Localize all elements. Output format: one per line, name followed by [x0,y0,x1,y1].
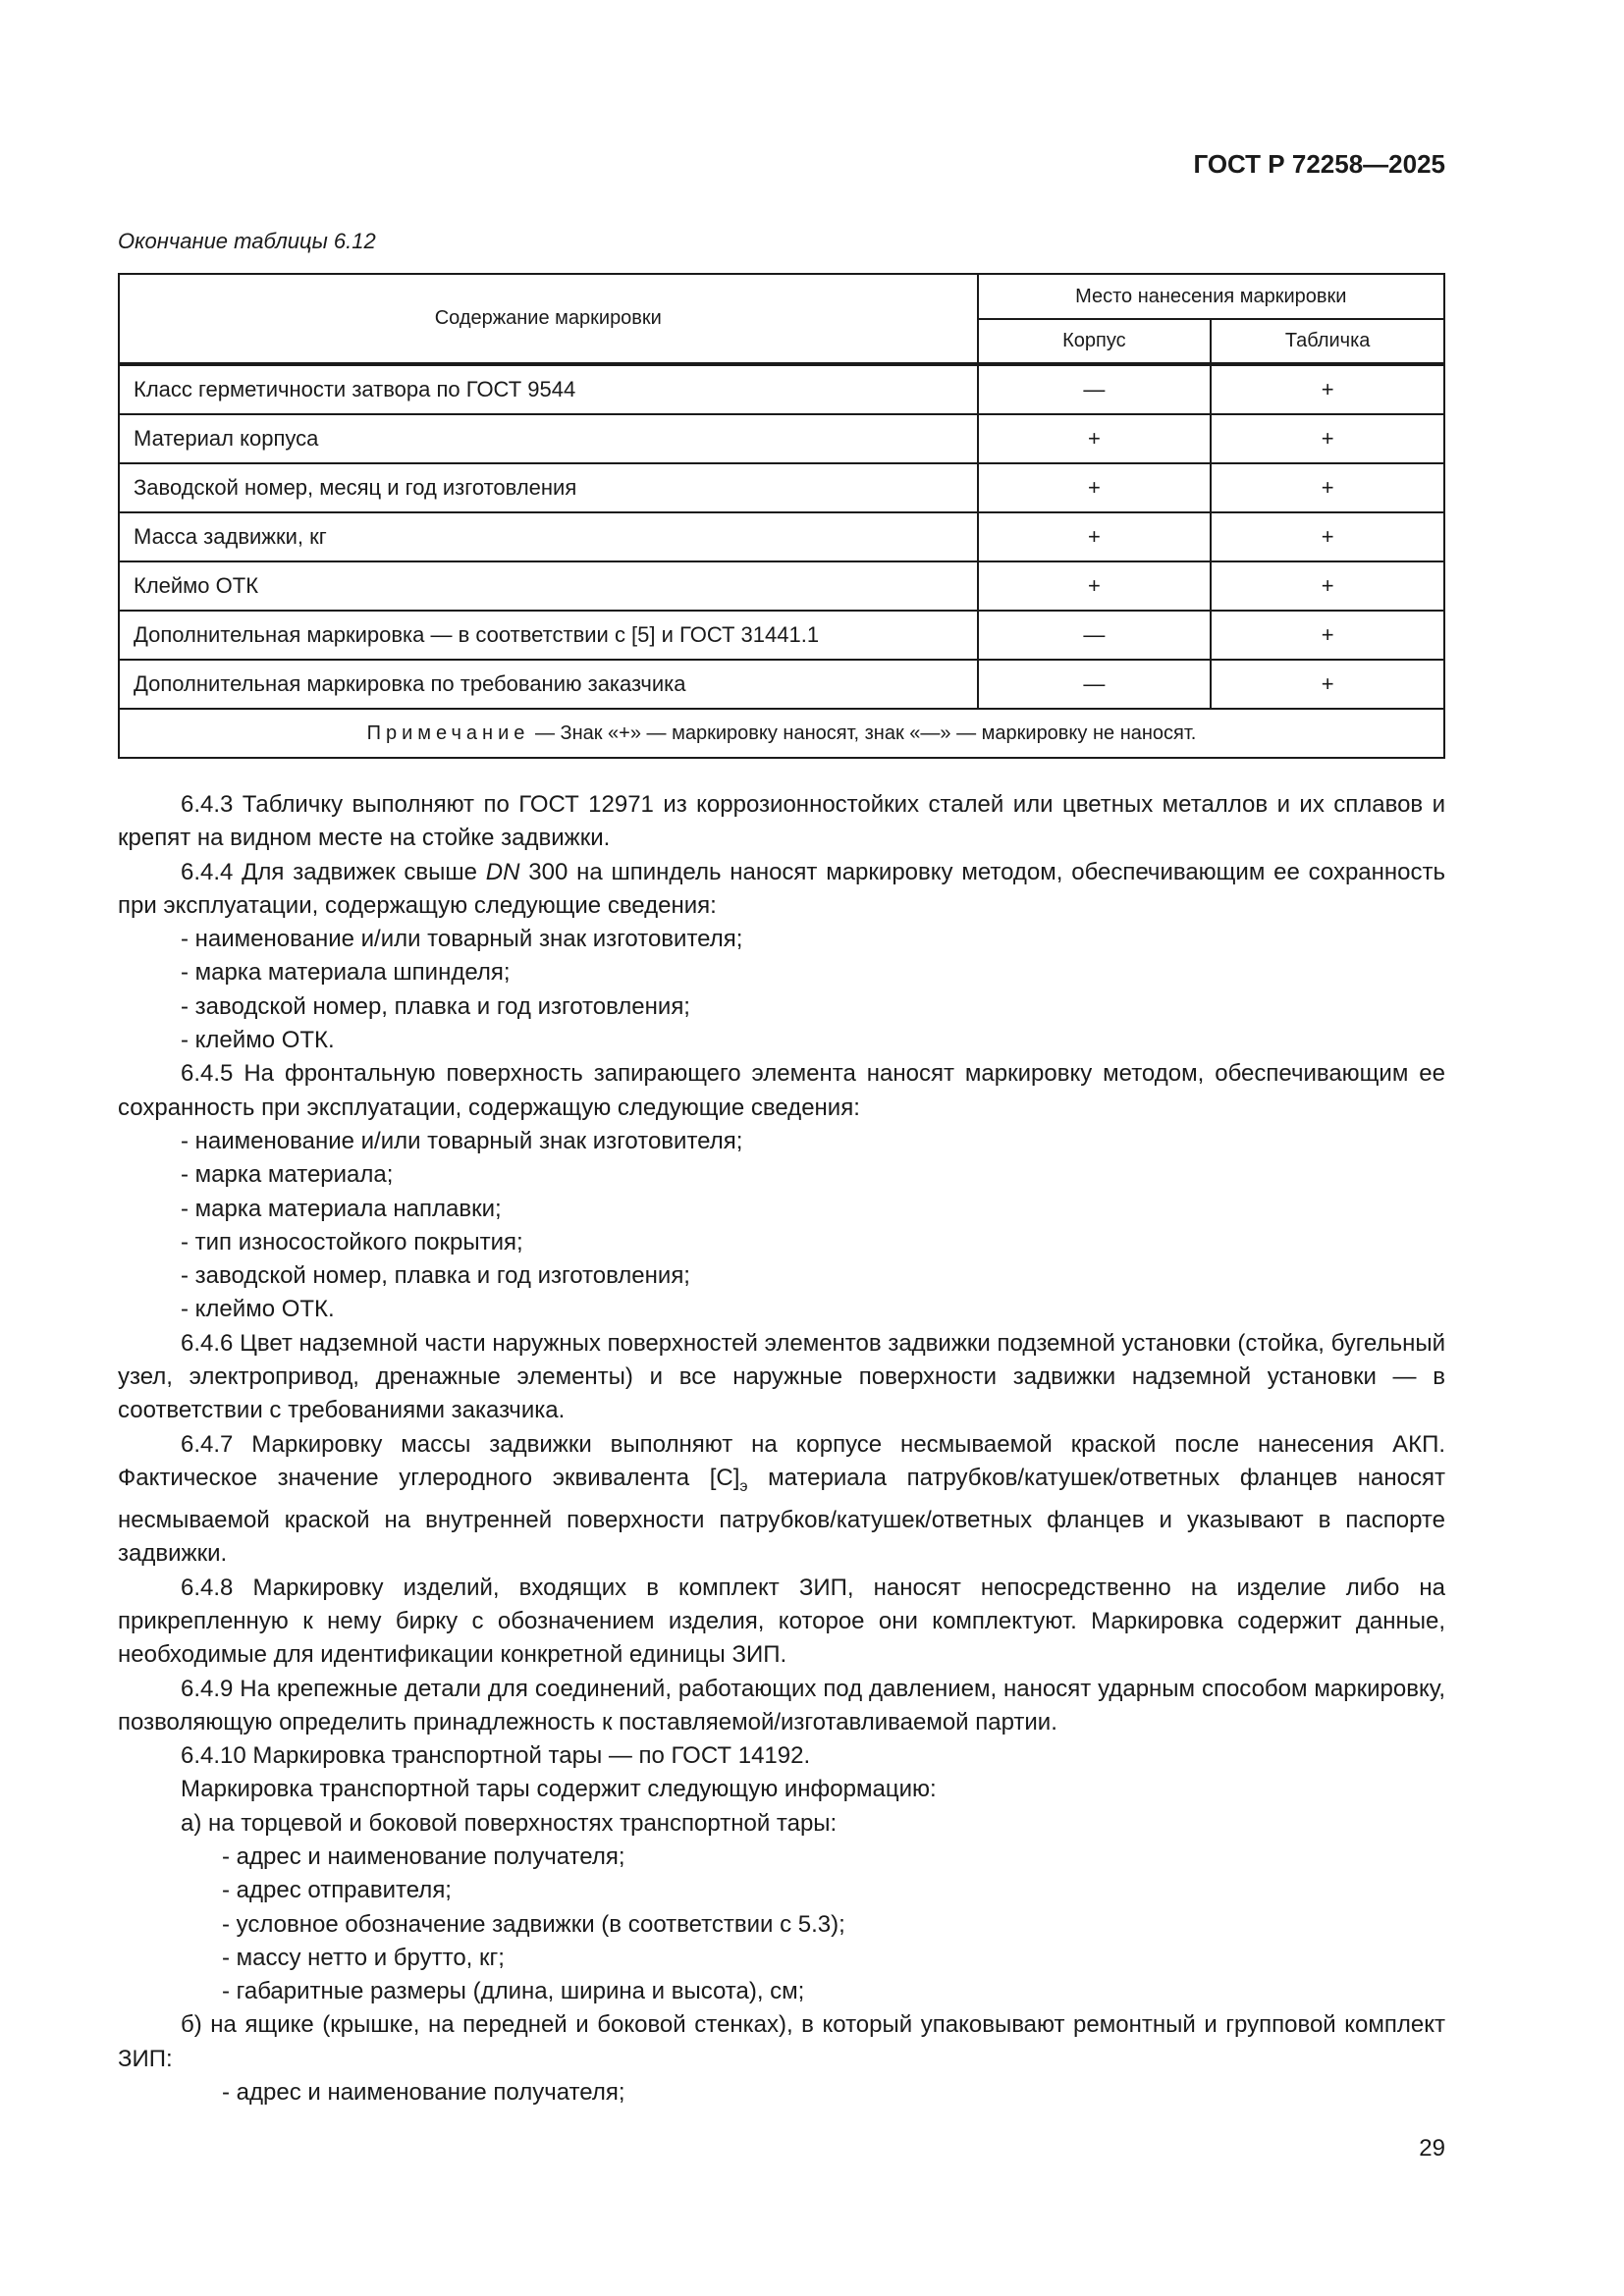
row-content: Клеймо ОТК [119,561,978,611]
list-item: - адрес и наименование получателя; [222,1843,625,1870]
paragraph-6-4-10-info: Маркировка транспортной тары содержит следующую информацию: [181,1776,937,1803]
paragraph-6-4-7 [118,1428,1445,1572]
list-item: - заводской номер, плавка и год изготовления; [181,1262,690,1290]
note-label: Примечание [366,721,530,744]
paragraph-6-4-3: 6.4.3 Табличку выполняют по ГОСТ 12971 из коррозионностойких сталей или цветных металлов и их сплавов и крепят на видном месте на стойке задвижки. [118,791,1445,852]
paragraph-6-4-5: 6.4.5 На фронтальную поверхность запирающего элемента наносят маркировку методом, обеспечивающим ее сохранность при эксплуатации, содержащую следующие сведения: [118,1060,1445,1121]
list-item: - адрес отправителя; [222,1877,452,1904]
row-plate: + [1211,463,1444,512]
list-item: - заводской номер, плавка и год изготовления; [181,992,690,1020]
list-item: - наименование и/или товарный знак изготовителя; [181,1127,743,1154]
paragraph-6-4-6: 6.4.6 Цвет надземной части наружных поверхностей элементов задвижки подземной установки (стойка, бугельный узел, электропривод, дренажные элементы) и все наружные поверхности задвижки надземной установки — в соответствии с требованиями заказчика. [118,1329,1445,1424]
row-body: + [978,512,1212,561]
list-item: - марка материала шпинделя; [181,959,511,987]
table-row [119,660,1444,709]
document-code: ГОСТ Р 72258—2025 [1193,149,1445,179]
list-item: - клеймо ОТК. [181,1027,335,1054]
table-row [119,414,1444,463]
list-item: - массу нетто и брутто, кг; [222,1944,505,1971]
row-body: + [978,463,1212,512]
row-body: — [978,611,1212,660]
p647-part-b: материала патрубков/катушек/ответных фланцев наносят несмываемой краской на внутренней поверхности патрубков/катушек/ответных фланцев и указывают в паспорте задвижки. [118,1464,1445,1568]
table-note [119,709,1444,758]
paragraph-6-4-8: 6.4.8 Маркировку изделий, входящих в комплект ЗИП, наносят непосредственно на изделие либо на прикрепленную к нему бирку с обозначением изделия, которое они комплектуют. Маркировка содержит данные, необходимые для идентификации конкретной единицы ЗИП. [118,1574,1445,1669]
header-place: Место нанесения маркировки [978,274,1444,319]
header-content: Содержание маркировки [119,274,978,364]
row-content: Дополнительная маркировка по требованию заказчика [119,660,978,709]
list-item: - тип износостойкого покрытия; [181,1228,523,1255]
p644-part-b: 300 на шпиндель наносят маркировку методом, обеспечивающим ее сохранность при эксплуатации, содержащую следующие сведения: [118,858,1445,919]
table-note-row [119,709,1444,758]
table-row [119,463,1444,512]
table-caption: Окончание таблицы 6.12 [118,229,376,253]
table-row [119,561,1444,611]
p647-part-a: 6.4.7 Маркировку массы задвижки выполняют на корпусе несмываемой краской после нанесения АКП. Фактическое значение углеродного эквивалента [C] [118,1430,1445,1491]
row-plate: + [1211,561,1444,611]
row-body: + [978,414,1212,463]
paragraph-6-4-10: 6.4.10 Маркировка транспортной тары — по ГОСТ 14192. [181,1742,811,1770]
list-item: - марка материала наплавки; [181,1195,502,1222]
row-plate: + [1211,512,1444,561]
row-content: Масса задвижки, кг [119,512,978,561]
row-body: — [978,364,1212,414]
row-plate: + [1211,611,1444,660]
sub-item-b: б) на ящике (крышке, на передней и боковой стенках), в который упаковывают ремонтный и групповой комплект ЗИП: [118,2011,1445,2072]
row-body: — [978,660,1212,709]
header-body: Корпус [978,319,1212,364]
list-item: - адрес и наименование получателя; [222,2079,625,2107]
list-item: - габаритные размеры (длина, ширина и высота), см; [222,1978,805,2005]
table-row [119,512,1444,561]
p644-dn: DN [485,858,520,885]
table-row [119,364,1444,414]
p647-subscript: э [739,1477,748,1495]
row-content: Заводской номер, месяц и год изготовления [119,463,978,512]
body-text [118,788,1445,2109]
sub-item-a: а) на торцевой и боковой поверхностях транспортной тары: [181,1809,838,1837]
row-plate: + [1211,414,1444,463]
paragraph-6-4-9: 6.4.9 На крепежные детали для соединений, работающих под давлением, наносят ударным способом маркировку, позволяющую определить принадлежность к поставляемой/изготавливаемой партии. [118,1675,1445,1735]
list-item: - условное обозначение задвижки (в соответствии с 5.3); [222,1910,845,1938]
row-plate: + [1211,660,1444,709]
row-plate: + [1211,364,1444,414]
note-text: — Знак «+» — маркировку наносят, знак «—» — маркировку не наносят. [529,721,1197,744]
list-item: - марка материала; [181,1161,394,1189]
marking-table [118,273,1445,759]
list-item: - клеймо ОТК. [181,1296,335,1323]
row-body: + [978,561,1212,611]
row-content: Дополнительная маркировка — в соответствии с [5] и ГОСТ 31441.1 [119,611,978,660]
p644-part-a: 6.4.4 Для задвижек свыше [181,858,486,885]
row-content: Класс герметичности затвора по ГОСТ 9544 [119,364,978,414]
paragraph-6-4-4 [118,856,1445,924]
header-plate: Табличка [1211,319,1444,364]
row-content: Материал корпуса [119,414,978,463]
page-number: 29 [1419,2135,1445,2162]
table-row [119,611,1444,660]
list-item: - наименование и/или товарный знак изготовителя; [181,926,743,953]
